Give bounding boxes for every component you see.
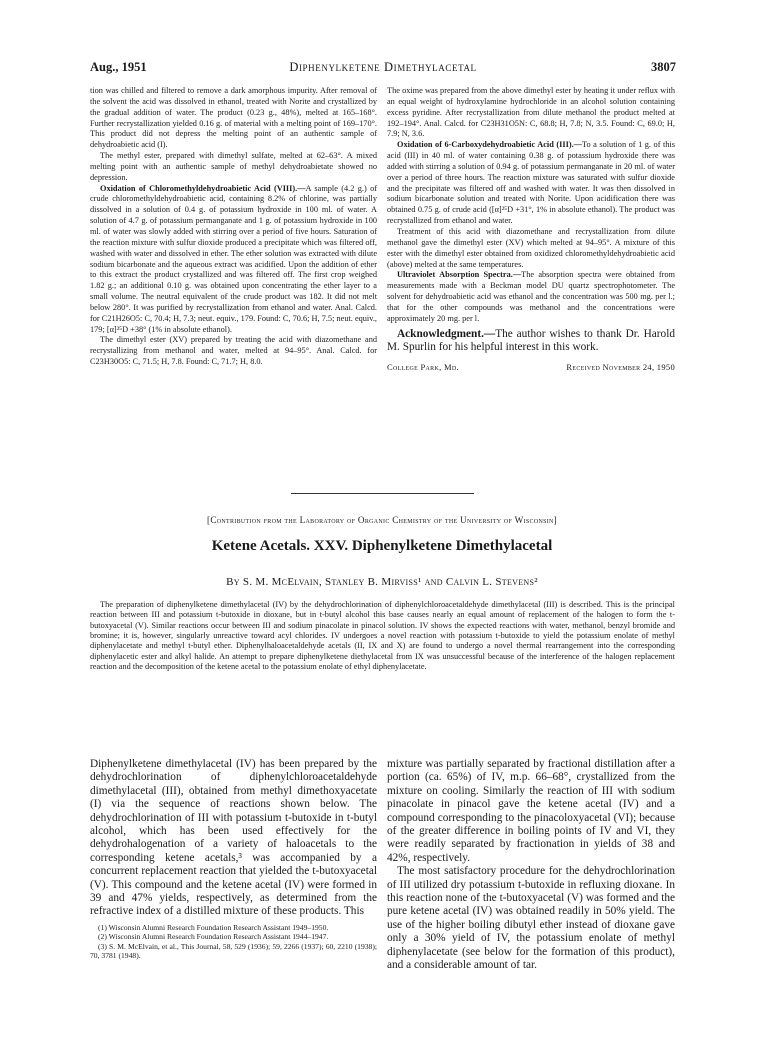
affiliation-place: College Park, Md. (387, 361, 459, 372)
section-divider (291, 493, 474, 494)
footnote: (2) Wisconsin Alumni Research Foundation Research Assistant 1944–1947. (98, 932, 329, 942)
signature-line (387, 362, 675, 373)
paragraph-text: The absorption spectra were obtained from measurements made with a Beckman model DU quartz spectrophotometer. The solvent for dehydroabietic acid was ethanol and the concentration was 500 mg. per l.; that for the other compounds was methanol and the concentrations were approximately 20 mg. per l. (387, 270, 676, 323)
acknowledgment (387, 328, 675, 355)
paragraph (90, 184, 377, 336)
right-column-body (387, 758, 675, 973)
left-column-body (90, 758, 377, 961)
footnote: (1) Wisconsin Alumni Research Foundation Research Assistant 1949–1950. (98, 922, 329, 932)
left-column-top (90, 86, 377, 368)
right-column-top (387, 86, 675, 373)
paragraph (387, 140, 675, 227)
paragraph: The most satisfactory procedure for the dehydrochlorination of III utilized dry potassium t-butoxide in refluxing dioxane. In this reaction none of the t-butoxyacetal (V) was formed and the pure ketene acetal (IV) was obtained readily in 50% yield. The use of the higher boiling dibutyl ether instead of dioxane gave only a 30% yield of IV, the potassium enolate of methyl diphenylacetate (see below for the formation of this product), and a considerable amount of tar. (387, 865, 675, 972)
section-heading: Oxidation of 6-Carboxydehydroabietic Acid (III).— (397, 140, 582, 150)
section-heading: Oxidation of Chloromethyldehydroabietic Acid (VIII).— (100, 183, 306, 193)
page-number: 3807 (651, 60, 676, 74)
paragraph: mixture was partially separated by fractional distillation after a portion (ca. 65%) of IV, m.p. 66–68°, crystallized from the mixture on cooling. Similarly the reaction of III with sodium pinacolate in pinacol gave the ketene acetal (IV) and a compound corresponding to the pinacoloxyacetal (VI); because of the greater difference in boiling points of IV and VI, they were readily separated by fractionation in yields of 38 and 42%, respectively. (387, 758, 675, 864)
paragraph (387, 270, 675, 324)
paragraph: tion was chilled and filtered to remove a dark amorphous impurity. After removal of the solvent the acid was dissolved in ethanol, treated with Norite and crystallized by the gradual addition of water. The product (0.23 g., 48%), melted at 165–168°. Further recrystallization yielded 0.16 g. of material with a melting point of 169–170°. This product did not depress the melting point of an authentic sample of dehydroabietic acid (I). (90, 86, 377, 150)
article-abstract: The preparation of diphenylketene dimethylacetal (IV) by the dehydrochlorination of diphenylchloroacetaldehyde dimethylacetal (III) is described. This is the principal reaction between III and potassium t-butoxide in dioxane, but in t-butyl alcohol this base causes nearly an equal amount of replacement of the halogen to form the t-butoxyacetal (V). Similar reactions occur between III and sodium pinacolate in pinacol solution. IV shows the expected reactions with water, methanol, benzyl bromide and bromine; it is, however, singularly unreactive toward acyl chlorides. IV undergoes a novel reaction with potassium t-butoxide to yield the potassium enolate of methyl diphenylacetate and methyl t-butyl ether. Diphenylhaloacetaldehyde acetals (II, IX and X) are found to undergo a novel thermal rearrangement into the corresponding diphenylacetic ester and alkyl halide. An attempt to prepare diphenylketene diethylacetal from IX was unsuccessful because of the interference of the halogen replacement reaction and the decomposition of the ketene acetal to the potassium enolate of ethyl diphenylacetate. (90, 600, 675, 672)
paragraph-text: A sample (4.2 g.) of crude chloromethyldehydroabietic acid, containing 8.2% of chlorine, was partially dissolved in a solution of 0.4 g. of potassium hydroxide in 100 ml. of water. A solution of 4.7 g. of potassium permanganate and 1 g. of potassium hydroxide in 100 ml. of water was slowly added with stirring over a period of five hours. Saturation of the reaction mixture with sulfur dioxide produced a precipitate which was filtered off, washed with water and dissolved in ether. The ether solution was extracted with dilute sodium bicarbonate and the aqueous extract was acidified. Upon the addition of ether to this extract the product crystallized and was filtered off. The first crop weighed 1.82 g.; an additional 0.10 g. was obtained upon concentrating the ether layer to a small volume. The neutral equivalent of the crude product was 182. It did not melt below 280°. It was purified by recrystallization from ethanol and water. Anal. Calcd. for C21H26O5: C, 70.4; H, 7.3; neut. equiv., 179. Found: C, 70.6; H, 7.5; neut. equiv., 179; [α]²⁵D +38° (1% in absolute ethanol). (90, 183, 377, 334)
paragraph: The oxime was prepared from the above dimethyl ester by heating it under reflux with an equal weight of hydroxylamine hydrochloride in an alcohol solution containing excess pyridine. After recrystallization from dilute methanol the product melted at 192–194°. Anal. Calcd. for C23H31O5N: C, 68.8; H, 7.8; N, 3.5. Found: C, 69.0; H, 7.9; N, 3.6. (387, 86, 675, 139)
acknowledgment-text: The author wishes to thank Dr. Harold M. Spurlin for his helpful interest in this work. (387, 327, 675, 354)
acknowledgment-heading: Acknowledgment.— (397, 327, 496, 340)
paragraph: Treatment of this acid with diazomethane and recrystallization from dilute methanol gave the dimethyl ester (XV) which melted at 94–95°. A mixture of this ester with the dimethyl ester obtained from oxidized chloromethyldehydroabietic acid (above) melted at the same temperatures. (387, 226, 675, 269)
footnotes (90, 923, 377, 961)
paragraph-text: To a solution of 1 g. of this acid (III) in 40 ml. of water containing 0.38 g. of potassium hydroxide there was added with stirring a solution of 0.94 g. of potassium permanganate in 20 ml. of water over a period of three hours. The reaction mixture was saturated with sulfur dioxide and the precipitate was filtered off and washed with water. It was then dissolved in sodium bicarbonate solution and treated with Norite. Upon acidification there was obtained 0.75 g. of crude acid ([α]²⁵D +31°, 1% in absolute ethanol). The product was recrystallized from ethanol and water. (387, 140, 675, 226)
header-title: Diphenylketene Dimethylacetal (289, 60, 477, 74)
running-header (90, 60, 676, 78)
received-date: Received November 24, 1950 (566, 361, 675, 372)
paragraph: The dimethyl ester (XV) prepared by treating the acid with diazomethane and recrystallizing from methanol and water, melted at 94–95°. Anal. Calcd. for C23H30O5: C, 71.5; H, 7.8. Found: C, 71.7; H, 8.0. (90, 335, 377, 367)
footnote: (3) S. M. McElvain, et al., This Journal, 58, 529 (1936); 59, 2266 (1937); 60, 2210 (1938); 70, 3781 (1948). (90, 941, 377, 961)
article-title: Ketene Acetals. XXV. Diphenylketene Dimethylacetal (211, 538, 553, 554)
contribution-line: [Contribution from the Laboratory of Organic Chemistry of the University of Wisconsin] (206, 515, 558, 525)
section-heading: Ultraviolet Absorption Spectra.— (397, 270, 522, 280)
paragraph: Diphenylketene dimethylacetal (IV) has been prepared by the dehydrochlorination of diphenylchloroacetaldehyde dimethylacetal (III), obtained from methyl dimethoxyacetate (I) via the sequence of reactions shown below. The dehydrochlorination of III with potassium t-butoxide in t-butyl alcohol, which has been used effectively for the dehydrohalogenation of a variety of haloacetals to the corresponding ketene acetals,³ was accompanied by a concurrent replacement reaction that yielded the t-butoxyacetal (V). This compound and the ketene acetal (IV) were formed in 39 and 47% yields, respectively, as determined from the refractive index of a distilled mixture of these products. This (90, 758, 377, 918)
paragraph: The methyl ester, prepared with dimethyl sulfate, melted at 62–63°. A mixed melting point with an authentic sample of methyl dehydroabietate showed no depression. (90, 151, 377, 182)
article-authors: By S. M. McElvain, Stanley B. Mirviss¹ and Calvin L. Stevens² (226, 576, 538, 588)
header-date: Aug., 1951 (90, 60, 147, 74)
